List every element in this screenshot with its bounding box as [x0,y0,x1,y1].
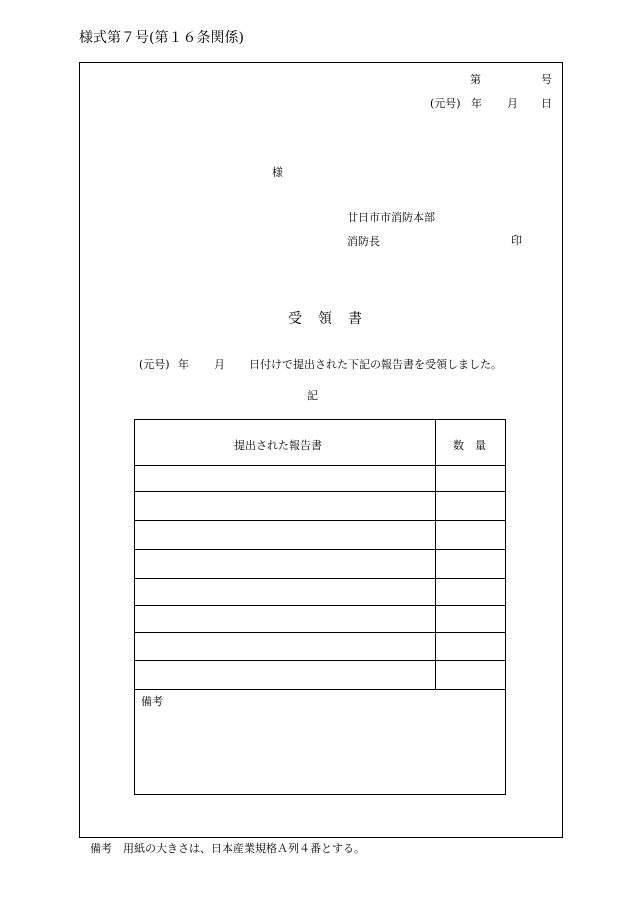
date-day: 日 [541,97,552,110]
date-year: 年 [471,97,482,110]
seal-mark: 印 [511,234,522,247]
form-number-label: 様式第７号(第１６条関係) [79,30,244,46]
body-era: (元号) [139,358,170,371]
document-title: 受領書 [288,311,378,327]
row-divider [135,660,505,661]
date-era: (元号) [430,97,461,110]
row-divider [135,549,505,550]
header-divider [135,465,505,466]
body-text: 日付けで提出された下記の報告書を受領しました。 [249,358,502,371]
row-divider [135,632,505,633]
row-divider [135,605,505,606]
row-divider [135,578,505,579]
sender-organization: 廿日市市消防本部 [347,211,435,224]
row-divider [135,520,505,521]
remarks-label: 備考 [141,695,163,708]
column-divider [435,420,436,690]
number-label: 第 [470,73,481,86]
report-table [134,419,506,795]
remarks-divider [135,689,505,690]
sender-position: 消防長 [347,235,380,248]
column-header-quantity: 数 量 [453,439,486,452]
addressee-suffix: 様 [272,166,283,179]
body-year: 年 [178,358,189,371]
number-suffix: 号 [541,73,552,86]
row-divider [135,491,505,492]
column-header-report: 提出された報告書 [234,439,322,452]
footer-note: 備考 用紙の大きさは、日本産業規格Ａ列４番とする。 [90,842,365,855]
ki-label: 記 [307,389,318,402]
date-month: 月 [507,97,518,110]
body-month: 月 [214,358,225,371]
